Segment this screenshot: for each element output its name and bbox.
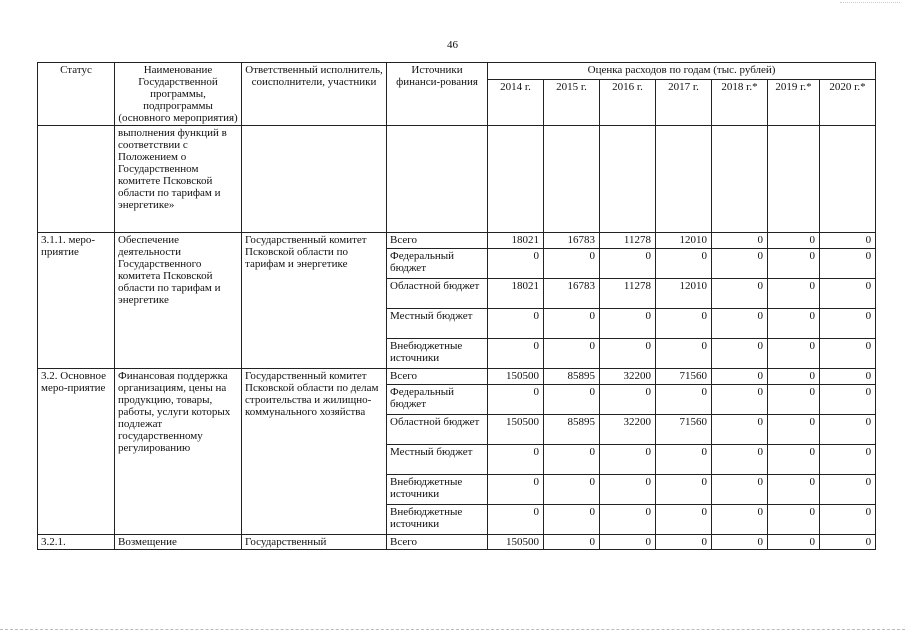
source-cell: Федеральный бюджет bbox=[387, 249, 488, 279]
header-year: 2016 г. bbox=[600, 79, 656, 125]
header-year: 2020 г.* bbox=[820, 79, 876, 125]
header-responsible: Ответственный исполнитель, соисполнители, участники bbox=[242, 63, 387, 126]
value-cell: 0 bbox=[820, 385, 876, 415]
value-cell: 0 bbox=[488, 505, 544, 535]
value-cell: 18021 bbox=[488, 233, 544, 249]
continuation-value bbox=[488, 126, 544, 233]
source-cell: Областной бюджет bbox=[387, 279, 488, 309]
value-cell: 11278 bbox=[600, 279, 656, 309]
value-cell: 0 bbox=[544, 309, 600, 339]
source-cell: Областной бюджет bbox=[387, 415, 488, 445]
value-cell: 0 bbox=[820, 475, 876, 505]
value-cell: 0 bbox=[488, 445, 544, 475]
header-year: 2017 г. bbox=[656, 79, 712, 125]
continuation-source bbox=[387, 126, 488, 233]
value-cell: 0 bbox=[768, 415, 820, 445]
value-cell: 0 bbox=[656, 445, 712, 475]
value-cell: 0 bbox=[600, 535, 656, 550]
value-cell: 0 bbox=[656, 535, 712, 550]
value-cell: 0 bbox=[712, 279, 768, 309]
value-cell: 0 bbox=[656, 475, 712, 505]
continuation-status bbox=[38, 126, 115, 233]
value-cell: 0 bbox=[656, 385, 712, 415]
table-body bbox=[38, 63, 876, 550]
value-cell: 0 bbox=[768, 505, 820, 535]
source-cell: Внебюджетные источники bbox=[387, 475, 488, 505]
value-cell: 0 bbox=[544, 249, 600, 279]
value-cell: 71560 bbox=[656, 369, 712, 385]
value-cell: 0 bbox=[712, 249, 768, 279]
value-cell: 0 bbox=[544, 505, 600, 535]
source-cell: Всего bbox=[387, 233, 488, 249]
value-cell: 150500 bbox=[488, 369, 544, 385]
value-cell: 0 bbox=[820, 369, 876, 385]
continuation-value bbox=[820, 126, 876, 233]
value-cell: 0 bbox=[820, 279, 876, 309]
header-year: 2018 г.* bbox=[712, 79, 768, 125]
value-cell: 0 bbox=[820, 309, 876, 339]
value-cell: 0 bbox=[768, 475, 820, 505]
value-cell: 0 bbox=[712, 505, 768, 535]
scan-artifact-bottom bbox=[0, 629, 905, 630]
status-cell: 3.1.1. меро-приятие bbox=[38, 233, 115, 369]
status-cell: 3.2. Основное меро-приятие bbox=[38, 369, 115, 535]
value-cell: 0 bbox=[544, 535, 600, 550]
value-cell: 16783 bbox=[544, 233, 600, 249]
value-cell: 32200 bbox=[600, 415, 656, 445]
page-number: 46 bbox=[447, 39, 458, 51]
value-cell: 0 bbox=[820, 339, 876, 369]
value-cell: 150500 bbox=[488, 535, 544, 550]
header-status: Статус bbox=[38, 63, 115, 126]
value-cell: 0 bbox=[656, 339, 712, 369]
value-cell: 0 bbox=[656, 505, 712, 535]
continuation-value bbox=[768, 126, 820, 233]
value-cell: 0 bbox=[712, 369, 768, 385]
value-cell: 0 bbox=[768, 445, 820, 475]
value-cell: 0 bbox=[820, 445, 876, 475]
header-year: 2015 г. bbox=[544, 79, 600, 125]
continuation-name: выполнения функций в соответствии с Положением о Государственном комитете Псковской области по тарифам и энергетике» bbox=[115, 126, 242, 233]
value-cell: 12010 bbox=[656, 279, 712, 309]
value-cell: 0 bbox=[768, 369, 820, 385]
source-cell: Федеральный бюджет bbox=[387, 385, 488, 415]
value-cell: 0 bbox=[600, 445, 656, 475]
header-expenses: Оценка расходов по годам (тыс. рублей) bbox=[488, 63, 876, 80]
scan-artifact-top bbox=[840, 2, 900, 3]
value-cell: 0 bbox=[768, 385, 820, 415]
value-cell: 0 bbox=[656, 249, 712, 279]
continuation-value bbox=[656, 126, 712, 233]
header-name: Наименование Государственной программы, подпрограммы (основного мероприятия) bbox=[115, 63, 242, 126]
value-cell: 0 bbox=[712, 233, 768, 249]
value-cell: 16783 bbox=[544, 279, 600, 309]
value-cell: 0 bbox=[600, 309, 656, 339]
value-cell: 0 bbox=[768, 309, 820, 339]
responsible-cell: Государственный bbox=[242, 535, 387, 550]
value-cell: 71560 bbox=[656, 415, 712, 445]
value-cell: 0 bbox=[820, 233, 876, 249]
continuation-responsible bbox=[242, 126, 387, 233]
value-cell: 11278 bbox=[600, 233, 656, 249]
value-cell: 0 bbox=[488, 309, 544, 339]
name-cell: Обеспечение деятельности Государственного комитета Псковской области по тарифам и энергетике bbox=[115, 233, 242, 369]
value-cell: 0 bbox=[488, 339, 544, 369]
value-cell: 0 bbox=[600, 505, 656, 535]
name-cell: Финансовая поддержка организациям, цены на продукцию, товары, работы, услуги которых подлежат государственному регулированию bbox=[115, 369, 242, 535]
value-cell: 0 bbox=[544, 339, 600, 369]
value-cell: 0 bbox=[544, 385, 600, 415]
source-cell: Внебюджетные источники bbox=[387, 339, 488, 369]
continuation-value bbox=[544, 126, 600, 233]
value-cell: 18021 bbox=[488, 279, 544, 309]
value-cell: 0 bbox=[488, 475, 544, 505]
value-cell: 0 bbox=[768, 339, 820, 369]
value-cell: 0 bbox=[712, 385, 768, 415]
value-cell: 0 bbox=[768, 279, 820, 309]
budget-table bbox=[37, 62, 876, 550]
value-cell: 0 bbox=[820, 249, 876, 279]
responsible-cell: Государственный комитет Псковской области по делам строительства и жилищно-коммунального хозяйства bbox=[242, 369, 387, 535]
value-cell: 85895 bbox=[544, 369, 600, 385]
value-cell: 0 bbox=[768, 535, 820, 550]
value-cell: 0 bbox=[600, 339, 656, 369]
source-cell: Всего bbox=[387, 369, 488, 385]
value-cell: 0 bbox=[712, 535, 768, 550]
table-row bbox=[38, 535, 876, 550]
value-cell: 0 bbox=[712, 415, 768, 445]
source-cell: Внебюджетные источники bbox=[387, 505, 488, 535]
value-cell: 0 bbox=[656, 309, 712, 339]
table-row bbox=[38, 369, 876, 385]
value-cell: 0 bbox=[488, 249, 544, 279]
value-cell: 0 bbox=[820, 505, 876, 535]
value-cell: 85895 bbox=[544, 415, 600, 445]
table-row bbox=[38, 233, 876, 249]
header-sources: Источники финанси-рования bbox=[387, 63, 488, 126]
value-cell: 0 bbox=[544, 475, 600, 505]
value-cell: 0 bbox=[768, 233, 820, 249]
value-cell: 0 bbox=[712, 445, 768, 475]
value-cell: 32200 bbox=[600, 369, 656, 385]
value-cell: 0 bbox=[488, 385, 544, 415]
value-cell: 0 bbox=[820, 415, 876, 445]
source-cell: Местный бюджет bbox=[387, 445, 488, 475]
value-cell: 0 bbox=[600, 475, 656, 505]
name-cell: Возмещение bbox=[115, 535, 242, 550]
responsible-cell: Государственный комитет Псковской области по тарифам и энергетике bbox=[242, 233, 387, 369]
header-year: 2014 г. bbox=[488, 79, 544, 125]
continuation-value bbox=[600, 126, 656, 233]
value-cell: 0 bbox=[712, 475, 768, 505]
source-cell: Всего bbox=[387, 535, 488, 550]
status-cell: 3.2.1. bbox=[38, 535, 115, 550]
value-cell: 0 bbox=[600, 249, 656, 279]
header-year: 2019 г.* bbox=[768, 79, 820, 125]
value-cell: 0 bbox=[712, 339, 768, 369]
value-cell: 0 bbox=[820, 535, 876, 550]
value-cell: 0 bbox=[768, 249, 820, 279]
value-cell: 12010 bbox=[656, 233, 712, 249]
continuation-value bbox=[712, 126, 768, 233]
source-cell: Местный бюджет bbox=[387, 309, 488, 339]
value-cell: 150500 bbox=[488, 415, 544, 445]
value-cell: 0 bbox=[712, 309, 768, 339]
value-cell: 0 bbox=[600, 385, 656, 415]
value-cell: 0 bbox=[544, 445, 600, 475]
